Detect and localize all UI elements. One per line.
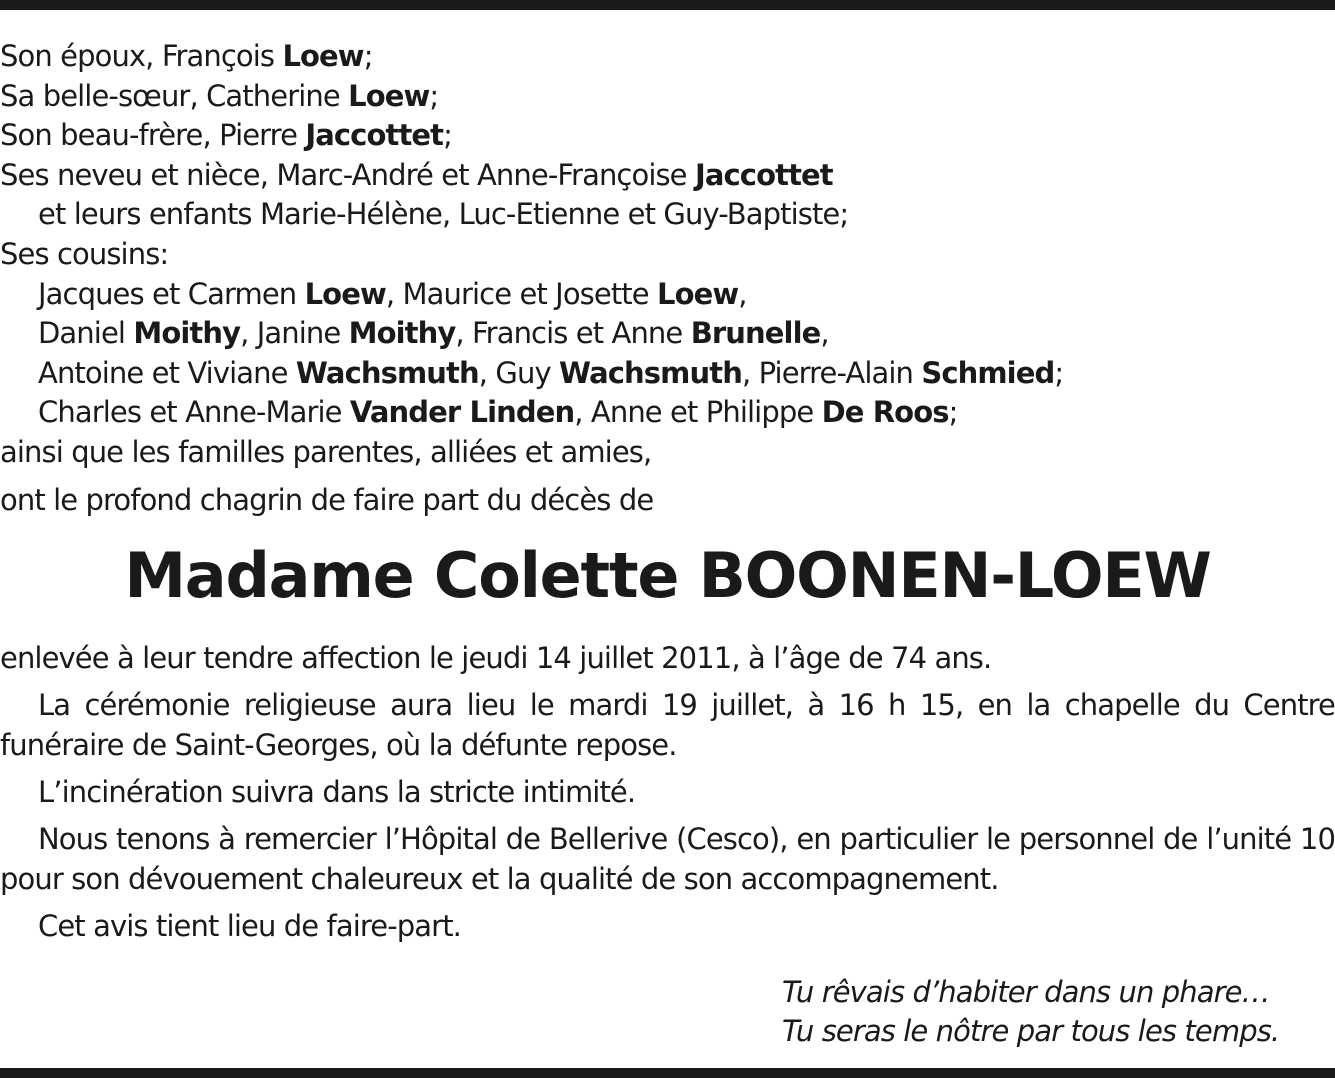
incineration-paragraph: L’incinération suivra dans la stricte intimité. (38, 775, 636, 809)
family-line-brother-in-law: Son beau-frère, Pierre Jaccottet; (0, 118, 453, 153)
family-line-nephew-niece: Ses neveu et nièce, Marc-André et Anne-Françoise Jaccottet (0, 157, 833, 192)
family-list (0, 37, 1335, 473)
deceased-name-heading: Madame Colette BOONEN-LOEW (124, 539, 1211, 612)
quote-line-1: Tu rêvais d’habiter dans un phare… (782, 975, 1270, 1009)
announcement-intro: ont le profond chagrin de faire part du décès de (0, 483, 654, 517)
top-border-rule (0, 0, 1335, 10)
ceremony-paragraph: La cérémonie religieuse aura lieu le mardi 19 juillet, à 16 h 15, en la chapelle du Centre funéraire de Saint-Georges, où la défunte repose. (0, 688, 1335, 762)
family-line-children: et leurs enfants Marie-Hélène, Luc-Etienne et Guy-Baptiste; (38, 197, 849, 232)
family-line-cousins-1: Jacques et Carmen Loew, Maurice et Josette Loew, (38, 276, 747, 311)
closing-quote (782, 973, 1279, 1051)
quote-line-2: Tu seras le nôtre par tous les temps. (782, 1014, 1280, 1048)
notice-paragraph: Cet avis tient lieu de faire-part. (38, 909, 461, 943)
family-line-cousins-2: Daniel Moithy, Janine Moithy, Francis et Anne Brunelle, (38, 316, 829, 351)
announcement-body (0, 638, 1335, 946)
family-line-cousins-4: Charles et Anne-Marie Vander Linden, Anne et Philippe De Roos; (38, 395, 958, 430)
family-line-cousins-heading: Ses cousins: (0, 236, 169, 271)
bottom-border-rule (0, 1068, 1335, 1078)
family-line-others: ainsi que les familles parentes, alliées et amies, (0, 434, 652, 469)
passing-date-paragraph: enlevée à leur tendre affection le jeudi 14 juillet 2011, à l’âge de 74 ans. (0, 641, 992, 675)
family-line-sister-in-law: Sa belle-sœur, Catherine Loew; (0, 78, 439, 113)
family-line-cousins-3: Antoine et Viviane Wachsmuth, Guy Wachsmuth, Pierre-Alain Schmied; (38, 355, 1064, 390)
family-line-spouse: Son époux, François Loew; (0, 39, 373, 73)
thanks-paragraph: Nous tenons à remercier l’Hôpital de Bellerive (Cesco), en particulier le personnel de l’unité 10 pour son dévouement chaleureux et la qualité de son accompagnement. (0, 822, 1335, 896)
